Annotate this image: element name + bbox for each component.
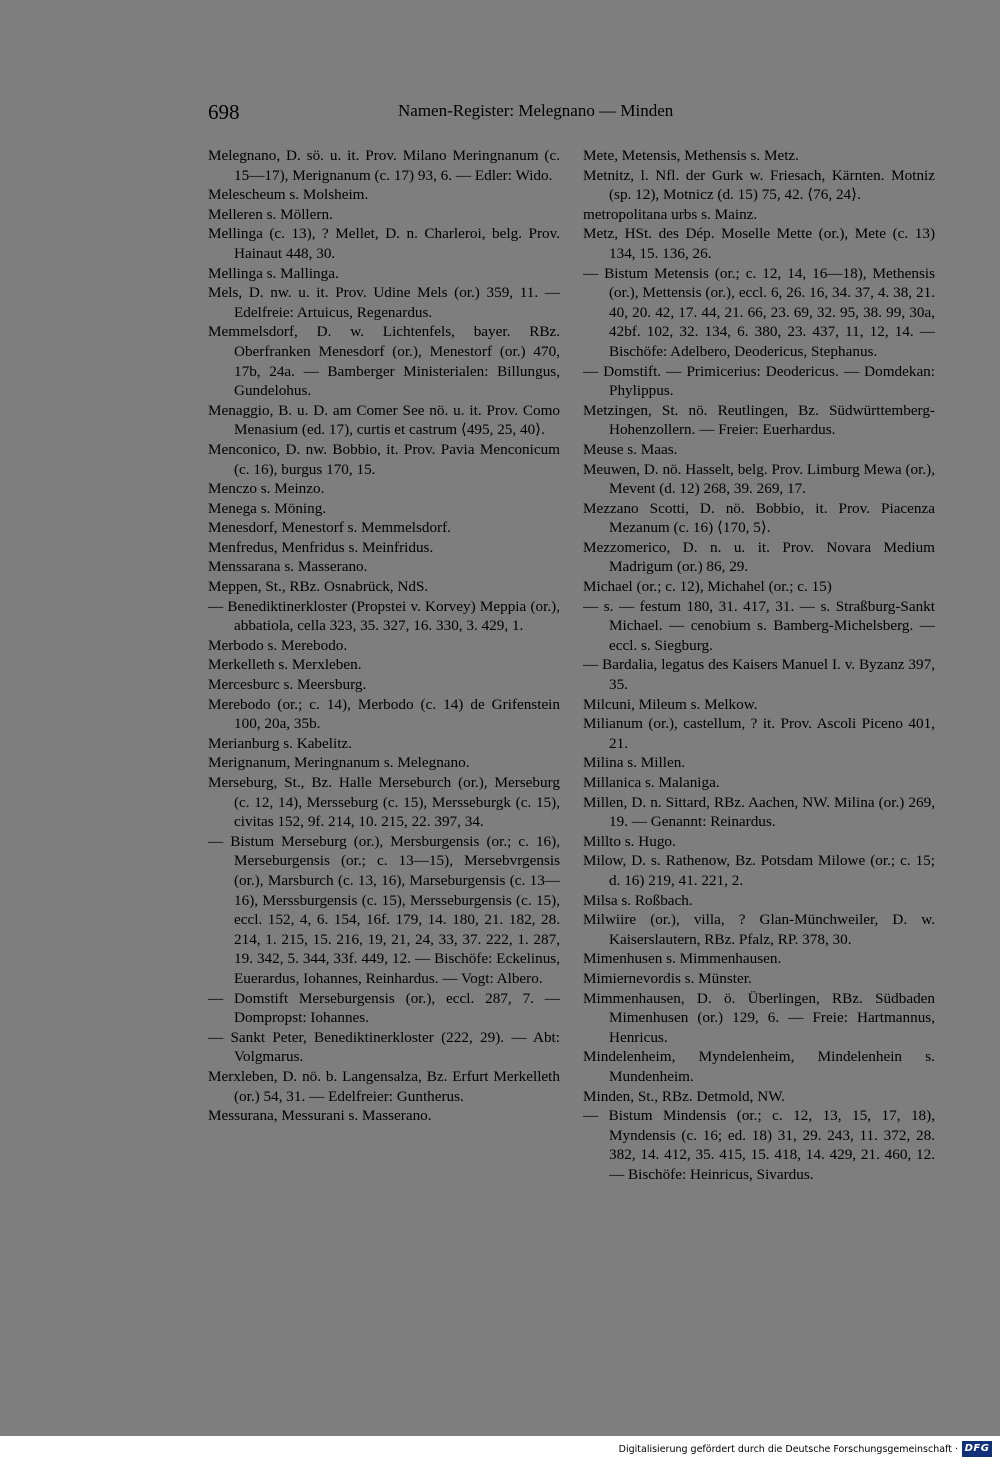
register-entry: — Bistum Metensis (or.; c. 12, 14, 16—18), Methensis (or.), Mettensis (or.), eccl. 6, 26. 16, 34. 37, 4. 38, 21. 40, 20. 42, 17. 44, 21. 66, 23. 69, 32. 95, 38. 99, 30a, 42bf. 102, 32. 134, 6. 380, 23. 437, 11, 12, 14. — Bischöfe: Adelbero, Deodericus, Stephanus. bbox=[583, 264, 935, 360]
register-entry: Mindelenheim, Myndelenheim, Mindelenhein s. Mundenheim. bbox=[583, 1048, 935, 1085]
register-entry: Merxleben, D. nö. b. Langensalza, Bz. Erfurt Merkelleth (or.) 54, 31. — Edelfreier: Guntherus. bbox=[208, 1067, 560, 1105]
register-entry: Menczo s. Meinzo. bbox=[208, 480, 325, 498]
register-entry: Merkelleth s. Merxleben. bbox=[208, 656, 362, 674]
register-entry: — Domstift Merseburgensis (or.), eccl. 287, 7. — Dompropst: Iohannes. bbox=[208, 989, 560, 1027]
register-entry: Mels, D. nw. u. it. Prov. Udine Mels (or.) 359, 11. — Edelfreie: Artuicus, Regenardus. bbox=[208, 284, 560, 321]
register-entry: Mete, Metensis, Methensis s. Metz. bbox=[583, 147, 799, 164]
register-entry: Mellinga (c. 13), ? Mellet, D. n. Charleroi, belg. Prov. Hainaut 448, 30. bbox=[208, 225, 560, 262]
left-column bbox=[208, 146, 560, 1126]
register-entry: — Bistum Mindensis (or.; c. 12, 13, 15, 17, 18), Myndensis (c. 16; ed. 18) 31, 29. 243, 11. 372, 28. 382, 14. 412, 35. 415, 15. 418, 14. 429, 21. 460, 12. — Bischöfe: Heinricus, Sivardus. bbox=[583, 1107, 935, 1183]
register-entry: Mimmenhausen, D. ö. Überlingen, RBz. Südbaden Mimenhusen (or.) 129, 6. — Freie: Hartmannus, Henricus. bbox=[583, 989, 935, 1046]
register-entry: Milcuni, Mileum s. Melkow. bbox=[583, 695, 758, 713]
register-entry: — Domstift. — Primicerius: Deodericus. — Domdekan: Phylippus. bbox=[583, 362, 935, 400]
register-entry: Mimiernevordis s. Münster. bbox=[583, 969, 752, 987]
register-entry: Metnitz, l. Nfl. der Gurk w. Friesach, Kärnten. Motniz (sp. 12), Motnicz (d. 15) 75, 42. ⟨76, 24⟩. bbox=[583, 166, 935, 204]
register-entry: Merebodo (or.; c. 14), Merbodo (c. 14) de Grifenstein 100, 20a, 35b. bbox=[208, 695, 560, 733]
dfg-funding-note: Digitalisierung gefördert durch die Deutsche Forschungsgemeinschaft · bbox=[618, 1444, 958, 1455]
register-entry: Menssarana s. Masserano. bbox=[208, 558, 368, 576]
register-entry: Merignanum, Meringnanum s. Melegnano. bbox=[208, 754, 470, 772]
register-entry: Merianburg s. Kabelitz. bbox=[208, 734, 352, 752]
register-entry: Menaggio, B. u. D. am Comer See nö. u. it. Prov. Como Menasium (ed. 17), curtis et castrum ⟨495, 25, 40⟩. bbox=[208, 401, 560, 439]
register-entry: Milina s. Millen. bbox=[583, 754, 686, 772]
register-entry: — s. — festum 180, 31. 417, 31. — s. Straßburg-Sankt Michael. — cenobium s. Bamberg-Michelsberg. — eccl. s. Siegburg. bbox=[583, 597, 935, 654]
register-entry: — Benediktinerkloster (Propstei v. Korvey) Meppia (or.), abbatiola, cella 323, 35. 327, 16. 330, 3. 429, 1. bbox=[208, 597, 560, 635]
register-entry: Minden, St., RBz. Detmold, NW. bbox=[583, 1087, 785, 1105]
register-entry: Meuwen, D. nö. Hasselt, belg. Prov. Limburg Mewa (or.), Mevent (d. 12) 268, 39. 269, 17. bbox=[583, 460, 935, 498]
register-entry: Melegnano, D. sö. u. it. Prov. Milano Meringnanum (c. 15—17), Merignanum (c. 17) 93, 6. — Edler: Wido. bbox=[208, 147, 560, 184]
register-entry: Messurana, Messurani s. Masserano. bbox=[208, 1107, 432, 1125]
register-entry: — Bistum Merseburg (or.), Mersburgensis (or.; c. 16), Merseburgensis (or.; c. 13—15), Mersebvrgensis (or.), Marsburch (c. 13, 16), Marseburgensis (c. 13—16), Merssburgensis (c. 15), Mersseburgensis (c. 15), eccl. 152, 4, 6. 154, 16f. 179, 14. 180, 21. 182, 28. 214, 1. 215, 15. 216, 19, 21, 24, 33, 37. 222, 1. 287, 19. 342, 5. 344, 33f. 449, 12. — Bischöfe: Eckelinus, Euerardus, Iohannes, Reinhardus. — Vogt: Albero. bbox=[208, 832, 560, 987]
register-entry: Melleren s. Möllern. bbox=[208, 205, 333, 223]
dfg-logo: DFG bbox=[962, 1441, 992, 1457]
register-entry: Milsa s. Roßbach. bbox=[583, 891, 693, 909]
register-entry: Menfredus, Menfridus s. Meinfridus. bbox=[208, 538, 434, 556]
register-entry: Millen, D. n. Sittard, RBz. Aachen, NW. Milina (or.) 269, 19. — Genannt: Reinardus. bbox=[583, 793, 935, 831]
register-entry: Meppen, St., RBz. Osnabrück, NdS. bbox=[208, 578, 429, 596]
register-entry: Millto s. Hugo. bbox=[583, 832, 676, 850]
right-column bbox=[583, 146, 935, 1184]
register-entry: — Sankt Peter, Benediktinerkloster (222, 29). — Abt: Volgmarus. bbox=[208, 1028, 560, 1066]
register-entry: Millanica s. Malaniga. bbox=[583, 774, 720, 791]
register-entry: Memmelsdorf, D. w. Lichtenfels, bayer. RBz. Oberfranken Menesdorf (or.), Menestorf (or.) 470, 17b, 24a. — Bamberger Ministerialen: Billungus, Gundelohus. bbox=[208, 323, 560, 400]
register-entry: Milow, D. s. Rathenow, Bz. Potsdam Milowe (or.; c. 15; d. 16) 219, 41. 221, 2. bbox=[583, 852, 935, 889]
register-entry: Milwiire (or.), villa, ? Glan-Münchweiler, D. w. Kaiserslautern, RBz. Pfalz, RP. 378, 30. bbox=[583, 911, 935, 948]
register-entry: Melescheum s. Molsheim. bbox=[208, 186, 369, 204]
register-entry: Menconico, D. nw. Bobbio, it. Prov. Pavia Menconicum (c. 16), burgus 170, 15. bbox=[208, 440, 560, 478]
register-entry: Merseburg, St., Bz. Halle Merseburch (or.), Merseburg (c. 12, 14), Mersseburg (c. 15), Mersseburgk (c. 15), civitas 152, 9f. 214, 10. 215, 22. 397, 34. bbox=[208, 774, 560, 831]
register-entry: Menesdorf, Menestorf s. Memmelsdorf. bbox=[208, 519, 451, 537]
register-entry: Michael (or.; c. 12), Michahel (or.; c. 15) bbox=[583, 578, 832, 596]
register-entry: Meuse s. Maas. bbox=[583, 440, 678, 458]
register-entry: Mezzano Scotti, D. nö. Bobbio, it. Prov. Piacenza Mezanum (c. 16) ⟨170, 5⟩. bbox=[583, 499, 935, 537]
register-entry: Metz, HSt. des Dép. Moselle Mette (or.), Mete (c. 13) 134, 15. 136, 26. bbox=[583, 225, 935, 262]
register-entry: Mellinga s. Mallinga. bbox=[208, 264, 339, 282]
register-entry: Mezzomerico, D. n. u. it. Prov. Novara Medium Madrigum (or.) 86, 29. bbox=[583, 538, 935, 576]
register-entry: Merbodo s. Merebodo. bbox=[208, 636, 348, 654]
register-entry: Mercesburc s. Meersburg. bbox=[208, 676, 367, 694]
running-head: Namen-Register: Melegnano — Minden bbox=[398, 101, 674, 120]
register-entry: Menega s. Möning. bbox=[208, 499, 327, 517]
register-entry: — Bardalia, legatus des Kaisers Manuel I. v. Byzanz 397, 35. bbox=[583, 656, 935, 694]
register-entry: metropolitana urbs s. Mainz. bbox=[583, 205, 758, 223]
register-entry: Milianum (or.), castellum, ? it. Prov. Ascoli Piceno 401, 21. bbox=[583, 715, 935, 752]
page-number: 698 bbox=[208, 100, 240, 124]
register-entry: Mimenhusen s. Mimmenhausen. bbox=[583, 950, 782, 968]
register-entry: Metzingen, St. nö. Reutlingen, Bz. Südwürttemberg-Hohenzollern. — Freier: Euerhardus. bbox=[583, 401, 935, 439]
